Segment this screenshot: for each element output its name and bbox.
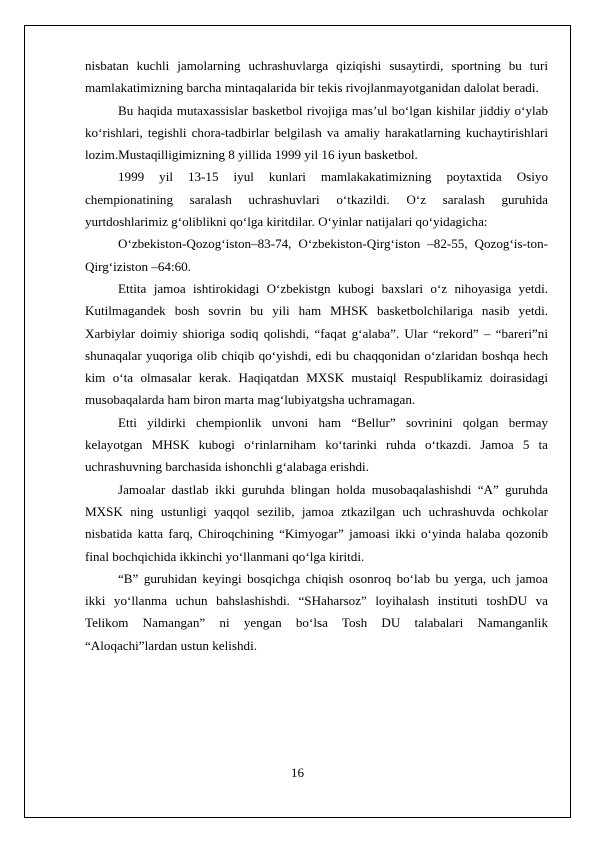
paragraph-7: Jamoalar dastlab ikki guruhda blingan holda musobaqalashishdi “A” guruhda MXSK ning ustunligi yaqqol sezilib, jamoa ztkazilgan uch uchrashuvda ochkolar nisbatida katta farq, Chiroqchining “Kimyogar” jamoasi ikki o‘yinda halaba qozonib final bochqichida ikkinchi yo‘llanmani qo‘lga kiritdi. [85,481,548,564]
paragraph-8: “B” guruhidan keyingi bosqichga chiqish osonroq bo‘lab bu yerga, uch jamoa ikki yo‘llanma uchun bahslashishdi. “SHaharsoz” loyihalash instituti toshDU va Telikom Namangan” ni yengan bo‘lsa Tosh DU talabalari Namanganlik “Aloqachi”lardan ustun kelishdi. [85,570,548,653]
paragraph-5: Ettita jamoa ishtirokidagi O‘zbekistgn kubogi baxslari o‘z nihoyasiga yetdi. Kutilmagandek bosh sovrin bu yili ham MHSK basketbolchilariga nasib yetdi. Xarbiylar doimiy shioriga sodiq qolishdi, “faqat g‘alaba”. Ular “rekord” – “bareri”ni shunaqalar yuqoriga olib chiqib qo‘yishdi, edi bu chaqqonidan o‘zlaridan boshqa hech kim o‘ta olmasalar kerak. Haqiqatdan MXSK mustaiql Respublikamiz doirasidagi musobaqalarda ham biron marta mag‘lubiyatgsha uchramagan. [85,280,548,408]
page-number: 16 [291,765,304,780]
paragraph-2: Bu haqida mutaxassislar basketbol rivojiga mas’ul bo‘lgan kishilar jiddiy o‘ylab ko‘rishlari, tegishli chora-tadbirlar belgilash va amaliy harakatlarning kuchaytirishlari lozim.Mustaqilligimizning 8 yillida 1999 yil 16 iyun basketbol. [85,102,548,163]
paragraph-6: Etti yildirki chempionlik unvoni ham “Bellur” sovrinini qolgan bermay kelayotgan MHSK kubogi o‘rinlarniham ko‘tarinki ruhda o‘tkazdi. Jamoa 5 ta uchrashuvning barchasida ishonchli g‘alabaga erishdi. [85,414,548,475]
paragraph-1: nisbatan kuchli jamolarning uchrashuvlarga qiziqishi susaytirdi, sportning bu turi mamlakatimizning barcha mintaqalarida bir tekis rivojlanmayotganidan dalolat beradi. [85,58,548,96]
paragraph-3: 1999 yil 13-15 iyul kunlari mamlakakatimizning poytaxtida Osiyo chempionatining saralash uchrashuvlari o‘tkazildi. O‘z saralash guruhida yurtdoshlarimiz g‘oliblikni qo‘lga kiritdilar. O‘yinlar natijalari qo‘yidagicha: [85,169,548,230]
paragraph-4: O‘zbekiston-Qozog‘iston–83-74, O‘zbekiston-Qirg‘iston –82-55, Qozog‘is-ton-Qirg‘iziston –64:60. [85,236,548,274]
document-body [85,55,548,657]
